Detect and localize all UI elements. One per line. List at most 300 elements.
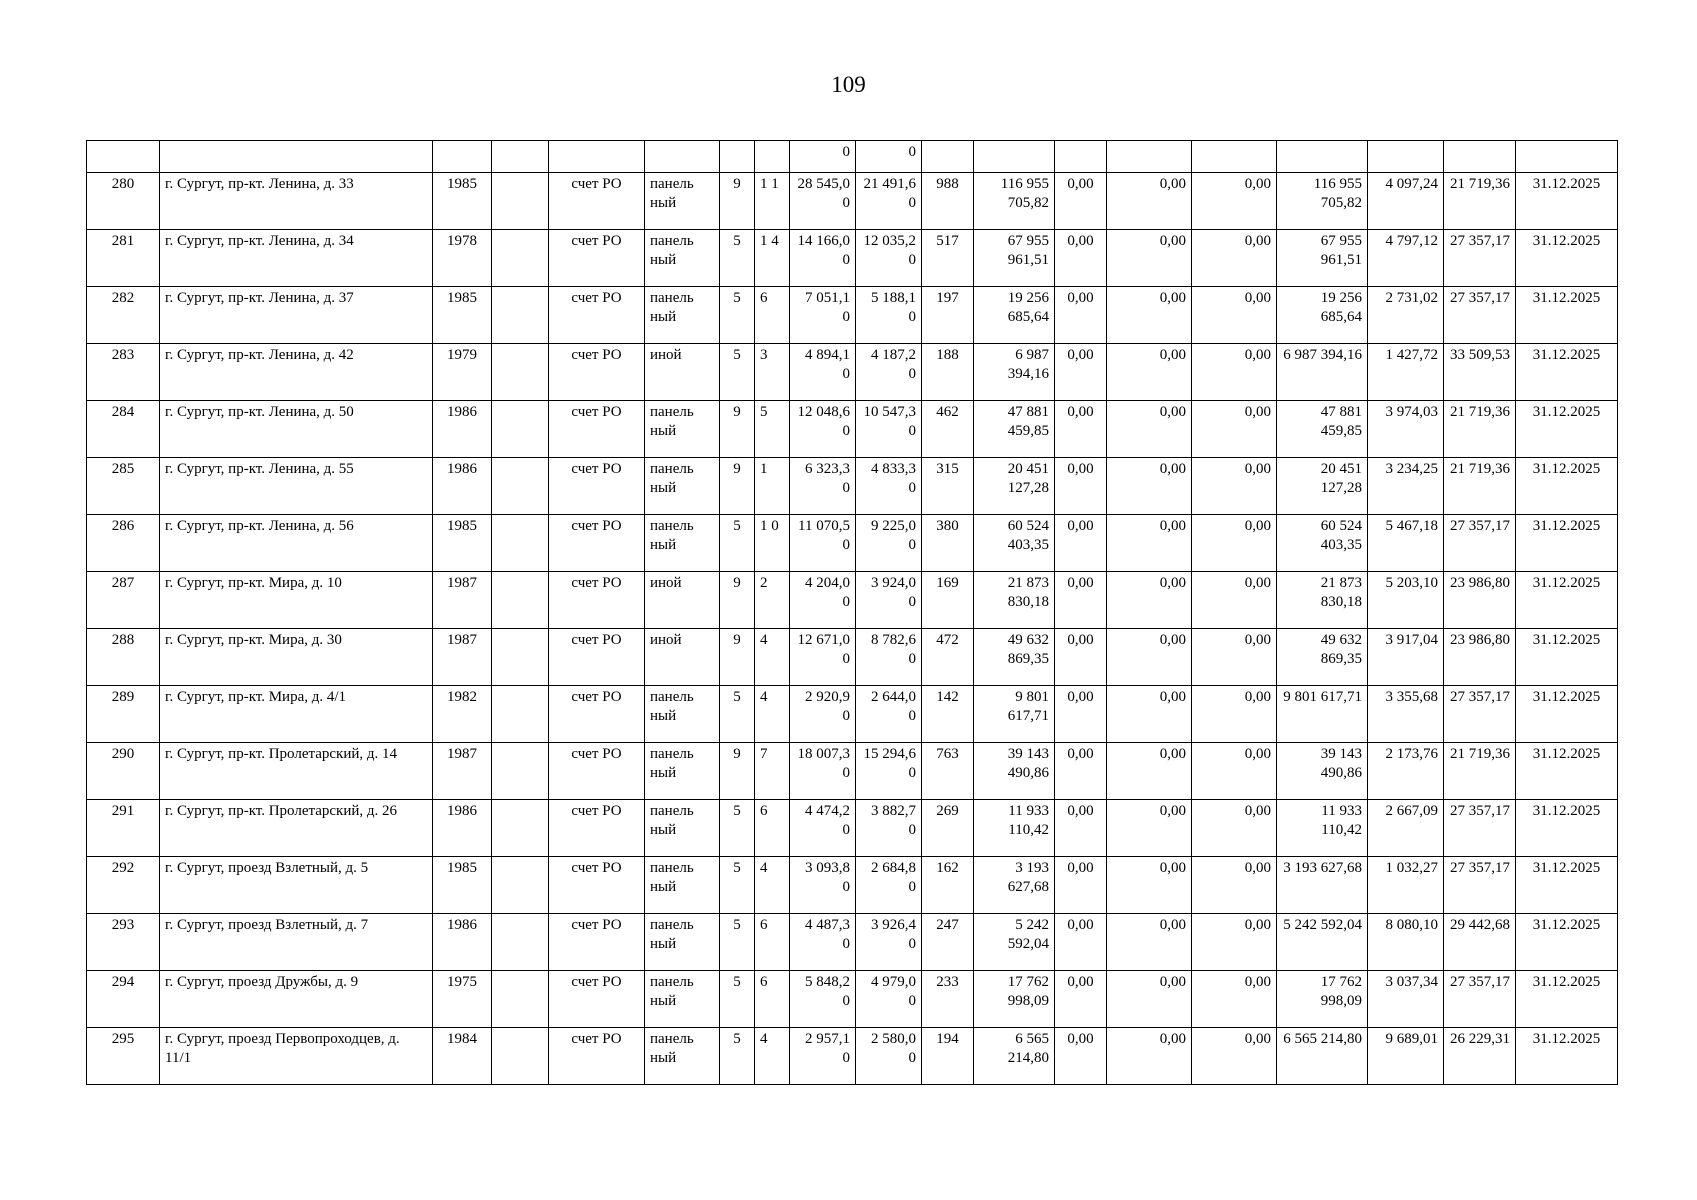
row-number-cell: 288: [87, 629, 160, 686]
cost-column-1-cell: 0,00: [1055, 287, 1107, 344]
row-number-cell: 295: [87, 1028, 160, 1085]
year-cell: 1985: [433, 515, 492, 572]
cost-column-3-cell: 0,00: [1192, 515, 1277, 572]
cost-column-2-cell: 0,00: [1107, 572, 1192, 629]
unit-cost-cell: 1 427,72: [1368, 344, 1444, 401]
continuation-cell: [1516, 141, 1618, 173]
continuation-cell: [492, 141, 549, 173]
owner-cost-cell: 67 955 961,51: [1277, 230, 1368, 287]
continuation-cell: [1368, 141, 1444, 173]
deadline-date-cell: 31.12.2025: [1516, 914, 1618, 971]
total-cost-cell: 21 873 830,18: [974, 572, 1055, 629]
residents-cell: 517: [922, 230, 974, 287]
blank-cell: [492, 629, 549, 686]
cost-column-1-cell: 0,00: [1055, 857, 1107, 914]
floors-cell: 9: [720, 743, 755, 800]
year-cell: 1978: [433, 230, 492, 287]
fund-method-cell: счет РО: [549, 344, 645, 401]
fund-method-cell: счет РО: [549, 401, 645, 458]
row-number-cell: 283: [87, 344, 160, 401]
cost-column-2-cell: 0,00: [1107, 458, 1192, 515]
cost-column-1-cell: 0,00: [1055, 401, 1107, 458]
total-area-cell: 28 545,0 0: [790, 173, 856, 230]
fund-method-cell: счет РО: [549, 686, 645, 743]
table-row: [87, 458, 1618, 515]
deadline-date-cell: 31.12.2025: [1516, 287, 1618, 344]
max-unit-cost-cell: 23 986,80: [1444, 572, 1516, 629]
owner-cost-cell: 116 955 705,82: [1277, 173, 1368, 230]
continuation-cell: [645, 141, 720, 173]
page-number: 109: [831, 72, 866, 97]
max-unit-cost-cell: 27 357,17: [1444, 287, 1516, 344]
floors-cell: 9: [720, 173, 755, 230]
fund-method-cell: счет РО: [549, 458, 645, 515]
entrances-cell: 4: [755, 629, 790, 686]
cost-column-3-cell: 0,00: [1192, 230, 1277, 287]
table-row: [87, 686, 1618, 743]
living-area-cell: 5 188,1 0: [856, 287, 922, 344]
continuation-cell: [1444, 141, 1516, 173]
deadline-date-cell: 31.12.2025: [1516, 857, 1618, 914]
address-cell: г. Сургут, пр-кт. Ленина, д. 37: [160, 287, 433, 344]
cost-column-3-cell: 0,00: [1192, 1028, 1277, 1085]
table-row: [87, 401, 1618, 458]
residents-cell: 142: [922, 686, 974, 743]
deadline-date-cell: 31.12.2025: [1516, 629, 1618, 686]
wall-material-cell: панель ный: [645, 173, 720, 230]
unit-cost-cell: 4 097,24: [1368, 173, 1444, 230]
total-area-cell: 11 070,5 0: [790, 515, 856, 572]
address-cell: г. Сургут, пр-кт. Ленина, д. 42: [160, 344, 433, 401]
unit-cost-cell: 3 234,25: [1368, 458, 1444, 515]
unit-cost-cell: 4 797,12: [1368, 230, 1444, 287]
cost-column-1-cell: 0,00: [1055, 914, 1107, 971]
residents-cell: 169: [922, 572, 974, 629]
residents-cell: 988: [922, 173, 974, 230]
max-unit-cost-cell: 33 509,53: [1444, 344, 1516, 401]
table-row: [87, 173, 1618, 230]
cost-column-2-cell: 0,00: [1107, 743, 1192, 800]
deadline-date-cell: 31.12.2025: [1516, 686, 1618, 743]
fund-method-cell: счет РО: [549, 287, 645, 344]
residents-cell: 247: [922, 914, 974, 971]
entrances-cell: 3: [755, 344, 790, 401]
table-row: [87, 515, 1618, 572]
wall-material-cell: панель ный: [645, 857, 720, 914]
entrances-cell: 5: [755, 401, 790, 458]
year-cell: 1986: [433, 914, 492, 971]
owner-cost-cell: 47 881 459,85: [1277, 401, 1368, 458]
living-area-cell: 12 035,2 0: [856, 230, 922, 287]
table-row: [87, 857, 1618, 914]
fund-method-cell: счет РО: [549, 971, 645, 1028]
year-cell: 1979: [433, 344, 492, 401]
blank-cell: [492, 287, 549, 344]
continuation-cell: [1192, 141, 1277, 173]
floors-cell: 5: [720, 344, 755, 401]
blank-cell: [492, 572, 549, 629]
continuation-cell: [922, 141, 974, 173]
total-cost-cell: 19 256 685,64: [974, 287, 1055, 344]
total-cost-cell: 49 632 869,35: [974, 629, 1055, 686]
table-row: [87, 1028, 1618, 1085]
living-area-cell: 4 187,2 0: [856, 344, 922, 401]
cost-column-2-cell: 0,00: [1107, 800, 1192, 857]
deadline-date-cell: 31.12.2025: [1516, 572, 1618, 629]
fund-method-cell: счет РО: [549, 914, 645, 971]
entrances-cell: 4: [755, 686, 790, 743]
cost-column-1-cell: 0,00: [1055, 800, 1107, 857]
owner-cost-cell: 9 801 617,71: [1277, 686, 1368, 743]
cost-column-1-cell: 0,00: [1055, 230, 1107, 287]
year-cell: 1987: [433, 629, 492, 686]
total-area-cell: 6 323,3 0: [790, 458, 856, 515]
year-cell: 1986: [433, 458, 492, 515]
total-area-cell: 4 894,1 0: [790, 344, 856, 401]
entrances-cell: 6: [755, 914, 790, 971]
address-cell: г. Сургут, пр-кт. Ленина, д. 56: [160, 515, 433, 572]
wall-material-cell: иной: [645, 629, 720, 686]
cost-column-3-cell: 0,00: [1192, 287, 1277, 344]
row-number-cell: 285: [87, 458, 160, 515]
owner-cost-cell: 60 524 403,35: [1277, 515, 1368, 572]
owner-cost-cell: 11 933 110,42: [1277, 800, 1368, 857]
address-cell: г. Сургут, проезд Дружбы, д. 9: [160, 971, 433, 1028]
living-area-cell: 3 924,0 0: [856, 572, 922, 629]
living-area-cell: 10 547,3 0: [856, 401, 922, 458]
owner-cost-cell: 5 242 592,04: [1277, 914, 1368, 971]
entrances-cell: 6: [755, 971, 790, 1028]
living-area-cell: 3 882,7 0: [856, 800, 922, 857]
fund-method-cell: счет РО: [549, 572, 645, 629]
cost-column-3-cell: 0,00: [1192, 458, 1277, 515]
total-cost-cell: 9 801 617,71: [974, 686, 1055, 743]
wall-material-cell: панель ный: [645, 287, 720, 344]
blank-cell: [492, 230, 549, 287]
cost-column-2-cell: 0,00: [1107, 857, 1192, 914]
row-number-cell: 292: [87, 857, 160, 914]
floors-cell: 5: [720, 686, 755, 743]
continuation-cell: [87, 141, 160, 173]
floors-cell: 5: [720, 1028, 755, 1085]
row-number-cell: 282: [87, 287, 160, 344]
cost-column-2-cell: 0,00: [1107, 287, 1192, 344]
total-area-cell: 2 957,1 0: [790, 1028, 856, 1085]
year-cell: 1985: [433, 173, 492, 230]
address-cell: г. Сургут, проезд Взлетный, д. 5: [160, 857, 433, 914]
floors-cell: 9: [720, 458, 755, 515]
year-cell: 1982: [433, 686, 492, 743]
floors-cell: 5: [720, 857, 755, 914]
blank-cell: [492, 458, 549, 515]
register-table: [86, 140, 1618, 1085]
residents-cell: 380: [922, 515, 974, 572]
fund-method-cell: счет РО: [549, 173, 645, 230]
blank-cell: [492, 173, 549, 230]
row-number-cell: 294: [87, 971, 160, 1028]
living-area-cell: 2 580,0 0: [856, 1028, 922, 1085]
residents-cell: 269: [922, 800, 974, 857]
year-cell: 1987: [433, 743, 492, 800]
cost-column-1-cell: 0,00: [1055, 173, 1107, 230]
total-area-cell: 12 048,6 0: [790, 401, 856, 458]
table-row: [87, 287, 1618, 344]
blank-cell: [492, 515, 549, 572]
residents-cell: 233: [922, 971, 974, 1028]
living-area-cell: 2 644,0 0: [856, 686, 922, 743]
max-unit-cost-cell: 29 442,68: [1444, 914, 1516, 971]
total-area-cell: 3 093,8 0: [790, 857, 856, 914]
living-area-cell: 3 926,4 0: [856, 914, 922, 971]
total-cost-cell: 47 881 459,85: [974, 401, 1055, 458]
max-unit-cost-cell: 21 719,36: [1444, 401, 1516, 458]
owner-cost-cell: 20 451 127,28: [1277, 458, 1368, 515]
residents-cell: 462: [922, 401, 974, 458]
cost-column-1-cell: 0,00: [1055, 1028, 1107, 1085]
max-unit-cost-cell: 27 357,17: [1444, 686, 1516, 743]
wall-material-cell: иной: [645, 572, 720, 629]
total-cost-cell: 67 955 961,51: [974, 230, 1055, 287]
address-cell: г. Сургут, пр-кт. Ленина, д. 34: [160, 230, 433, 287]
wall-material-cell: панель ный: [645, 914, 720, 971]
total-area-cell: 4 474,2 0: [790, 800, 856, 857]
cost-column-2-cell: 0,00: [1107, 686, 1192, 743]
fund-method-cell: счет РО: [549, 515, 645, 572]
max-unit-cost-cell: 27 357,17: [1444, 971, 1516, 1028]
continuation-cell: [755, 141, 790, 173]
residents-cell: 162: [922, 857, 974, 914]
continuation-cell: [720, 141, 755, 173]
row-number-cell: 281: [87, 230, 160, 287]
max-unit-cost-cell: 21 719,36: [1444, 743, 1516, 800]
address-cell: г. Сургут, пр-кт. Ленина, д. 50: [160, 401, 433, 458]
unit-cost-cell: 3 917,04: [1368, 629, 1444, 686]
address-cell: г. Сургут, пр-кт. Ленина, д. 33: [160, 173, 433, 230]
unit-cost-cell: 9 689,01: [1368, 1028, 1444, 1085]
total-cost-cell: 3 193 627,68: [974, 857, 1055, 914]
continuation-cell: [433, 141, 492, 173]
deadline-date-cell: 31.12.2025: [1516, 1028, 1618, 1085]
unit-cost-cell: 1 032,27: [1368, 857, 1444, 914]
wall-material-cell: панель ный: [645, 401, 720, 458]
year-cell: 1986: [433, 401, 492, 458]
blank-cell: [492, 686, 549, 743]
address-cell: г. Сургут, пр-кт. Ленина, д. 55: [160, 458, 433, 515]
row-number-cell: 280: [87, 173, 160, 230]
deadline-date-cell: 31.12.2025: [1516, 800, 1618, 857]
fund-method-cell: счет РО: [549, 800, 645, 857]
max-unit-cost-cell: 27 357,17: [1444, 800, 1516, 857]
row-number-cell: 286: [87, 515, 160, 572]
table-row: [87, 914, 1618, 971]
entrances-cell: 1 1: [755, 173, 790, 230]
total-cost-cell: 6 565 214,80: [974, 1028, 1055, 1085]
entrances-cell: 1: [755, 458, 790, 515]
entrances-cell: 6: [755, 800, 790, 857]
entrances-cell: 1 4: [755, 230, 790, 287]
deadline-date-cell: 31.12.2025: [1516, 230, 1618, 287]
address-cell: г. Сургут, пр-кт. Мира, д. 10: [160, 572, 433, 629]
living-area-cell: 4 833,3 0: [856, 458, 922, 515]
table-row: [87, 971, 1618, 1028]
cost-column-3-cell: 0,00: [1192, 401, 1277, 458]
continuation-cell: 0: [856, 141, 922, 173]
cost-column-3-cell: 0,00: [1192, 857, 1277, 914]
address-cell: г. Сургут, пр-кт. Мира, д. 4/1: [160, 686, 433, 743]
total-area-cell: 12 671,0 0: [790, 629, 856, 686]
total-area-cell: 4 487,3 0: [790, 914, 856, 971]
entrances-cell: 4: [755, 1028, 790, 1085]
wall-material-cell: панель ный: [645, 743, 720, 800]
wall-material-cell: панель ный: [645, 800, 720, 857]
floors-cell: 5: [720, 230, 755, 287]
residents-cell: 197: [922, 287, 974, 344]
continuation-cell: [1277, 141, 1368, 173]
unit-cost-cell: 2 667,09: [1368, 800, 1444, 857]
table-row: [87, 743, 1618, 800]
cost-column-3-cell: 0,00: [1192, 572, 1277, 629]
cost-column-3-cell: 0,00: [1192, 173, 1277, 230]
entrances-cell: 6: [755, 287, 790, 344]
owner-cost-cell: 49 632 869,35: [1277, 629, 1368, 686]
cost-column-3-cell: 0,00: [1192, 344, 1277, 401]
year-cell: 1984: [433, 1028, 492, 1085]
blank-cell: [492, 800, 549, 857]
total-cost-cell: 17 762 998,09: [974, 971, 1055, 1028]
floors-cell: 9: [720, 401, 755, 458]
living-area-cell: 8 782,6 0: [856, 629, 922, 686]
continuation-cell: [160, 141, 433, 173]
owner-cost-cell: 21 873 830,18: [1277, 572, 1368, 629]
max-unit-cost-cell: 26 229,31: [1444, 1028, 1516, 1085]
deadline-date-cell: 31.12.2025: [1516, 458, 1618, 515]
blank-cell: [492, 401, 549, 458]
total-cost-cell: 116 955 705,82: [974, 173, 1055, 230]
wall-material-cell: панель ный: [645, 230, 720, 287]
cost-column-2-cell: 0,00: [1107, 173, 1192, 230]
blank-cell: [492, 1028, 549, 1085]
address-cell: г. Сургут, пр-кт. Пролетарский, д. 14: [160, 743, 433, 800]
total-cost-cell: 11 933 110,42: [974, 800, 1055, 857]
entrances-cell: 1 0: [755, 515, 790, 572]
cost-column-2-cell: 0,00: [1107, 401, 1192, 458]
cost-column-2-cell: 0,00: [1107, 629, 1192, 686]
total-area-cell: 2 920,9 0: [790, 686, 856, 743]
cost-column-3-cell: 0,00: [1192, 971, 1277, 1028]
cost-column-3-cell: 0,00: [1192, 629, 1277, 686]
continuation-cell: [549, 141, 645, 173]
cost-column-1-cell: 0,00: [1055, 572, 1107, 629]
unit-cost-cell: 5 203,10: [1368, 572, 1444, 629]
unit-cost-cell: 8 080,10: [1368, 914, 1444, 971]
continuation-cell: [974, 141, 1055, 173]
row-number-cell: 284: [87, 401, 160, 458]
floors-cell: 5: [720, 971, 755, 1028]
year-cell: 1987: [433, 572, 492, 629]
living-area-cell: 4 979,0 0: [856, 971, 922, 1028]
floors-cell: 5: [720, 287, 755, 344]
living-area-cell: 9 225,0 0: [856, 515, 922, 572]
cost-column-3-cell: 0,00: [1192, 800, 1277, 857]
wall-material-cell: иной: [645, 344, 720, 401]
table-row: [87, 800, 1618, 857]
table-row: [87, 344, 1618, 401]
living-area-cell: 21 491,6 0: [856, 173, 922, 230]
owner-cost-cell: 3 193 627,68: [1277, 857, 1368, 914]
living-area-cell: 15 294,6 0: [856, 743, 922, 800]
entrances-cell: 7: [755, 743, 790, 800]
deadline-date-cell: 31.12.2025: [1516, 344, 1618, 401]
unit-cost-cell: 2 173,76: [1368, 743, 1444, 800]
total-area-cell: 7 051,1 0: [790, 287, 856, 344]
fund-method-cell: счет РО: [549, 629, 645, 686]
total-cost-cell: 6 987 394,16: [974, 344, 1055, 401]
total-cost-cell: 20 451 127,28: [974, 458, 1055, 515]
row-number-cell: 289: [87, 686, 160, 743]
unit-cost-cell: 3 974,03: [1368, 401, 1444, 458]
max-unit-cost-cell: 27 357,17: [1444, 857, 1516, 914]
cost-column-2-cell: 0,00: [1107, 230, 1192, 287]
cost-column-1-cell: 0,00: [1055, 743, 1107, 800]
residents-cell: 315: [922, 458, 974, 515]
max-unit-cost-cell: 27 357,17: [1444, 230, 1516, 287]
blank-cell: [492, 743, 549, 800]
blank-cell: [492, 971, 549, 1028]
cost-column-3-cell: 0,00: [1192, 743, 1277, 800]
floors-cell: 5: [720, 800, 755, 857]
residents-cell: 472: [922, 629, 974, 686]
unit-cost-cell: 5 467,18: [1368, 515, 1444, 572]
total-cost-cell: 60 524 403,35: [974, 515, 1055, 572]
blank-cell: [492, 344, 549, 401]
wall-material-cell: панель ный: [645, 515, 720, 572]
residents-cell: 763: [922, 743, 974, 800]
total-area-cell: 5 848,2 0: [790, 971, 856, 1028]
owner-cost-cell: 6 565 214,80: [1277, 1028, 1368, 1085]
year-cell: 1986: [433, 800, 492, 857]
wall-material-cell: панель ный: [645, 458, 720, 515]
blank-cell: [492, 914, 549, 971]
max-unit-cost-cell: 23 986,80: [1444, 629, 1516, 686]
deadline-date-cell: 31.12.2025: [1516, 515, 1618, 572]
table-row: [87, 230, 1618, 287]
owner-cost-cell: 39 143 490,86: [1277, 743, 1368, 800]
cost-column-2-cell: 0,00: [1107, 971, 1192, 1028]
fund-method-cell: счет РО: [549, 857, 645, 914]
floors-cell: 5: [720, 914, 755, 971]
fund-method-cell: счет РО: [549, 1028, 645, 1085]
blank-cell: [492, 857, 549, 914]
unit-cost-cell: 2 731,02: [1368, 287, 1444, 344]
cost-column-2-cell: 0,00: [1107, 515, 1192, 572]
unit-cost-cell: 3 355,68: [1368, 686, 1444, 743]
address-cell: г. Сургут, пр-кт. Мира, д. 30: [160, 629, 433, 686]
address-cell: г. Сургут, проезд Взлетный, д. 7: [160, 914, 433, 971]
owner-cost-cell: 17 762 998,09: [1277, 971, 1368, 1028]
deadline-date-cell: 31.12.2025: [1516, 173, 1618, 230]
cost-column-3-cell: 0,00: [1192, 686, 1277, 743]
total-area-cell: 4 204,0 0: [790, 572, 856, 629]
total-area-cell: 18 007,3 0: [790, 743, 856, 800]
cost-column-1-cell: 0,00: [1055, 458, 1107, 515]
row-number-cell: 293: [87, 914, 160, 971]
row-number-cell: 287: [87, 572, 160, 629]
continuation-row: [87, 141, 1618, 173]
cost-column-3-cell: 0,00: [1192, 914, 1277, 971]
living-area-cell: 2 684,8 0: [856, 857, 922, 914]
total-cost-cell: 39 143 490,86: [974, 743, 1055, 800]
total-area-cell: 14 166,0 0: [790, 230, 856, 287]
